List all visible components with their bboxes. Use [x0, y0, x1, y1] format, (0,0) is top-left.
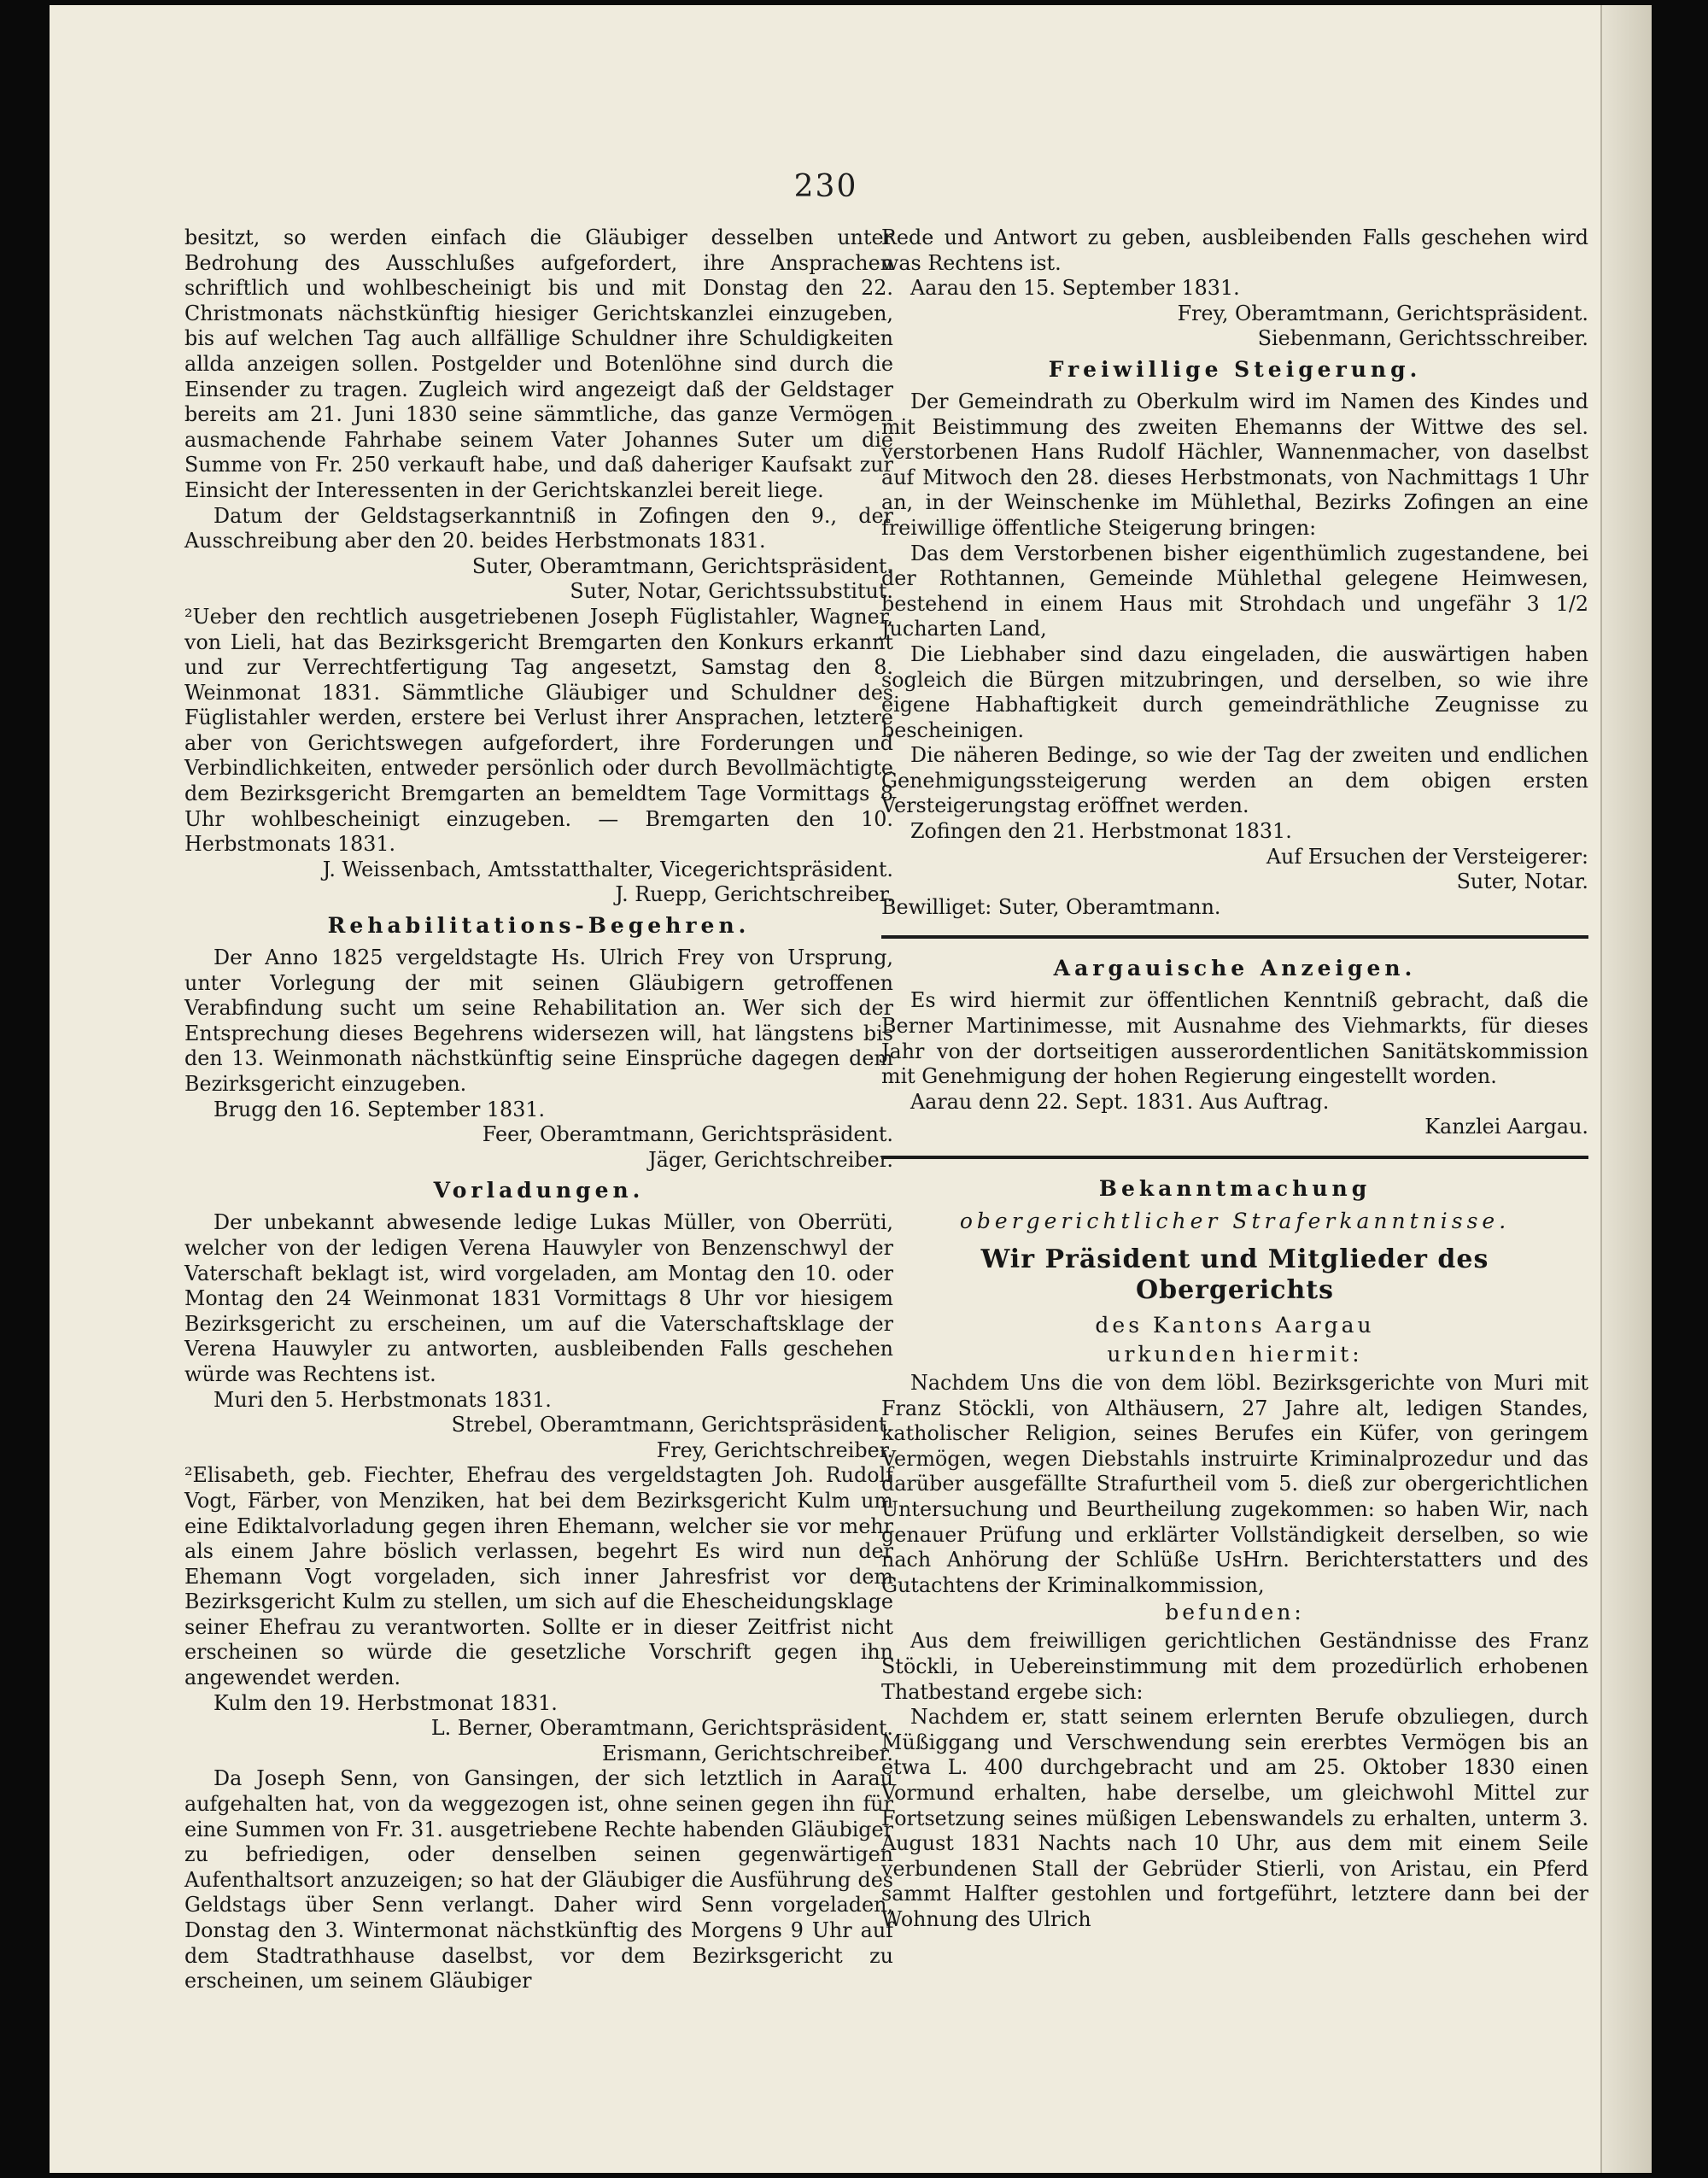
- signature-line: Suter, Notar.: [1456, 869, 1588, 894]
- signature-line: Jäger, Gerichtschreiber.: [648, 1147, 893, 1172]
- paragraph: Aus dem freiwilligen gerichtlichen Geständnisse des Franz Stöckli, in Uebereinstimmung mit dem prozedürlich erhobenen Thatbestand ergebe sich:: [881, 1629, 1588, 1704]
- paragraph: Kulm den 19. Herbstmonat 1831.: [214, 1690, 558, 1715]
- signature-line: Frey, Gerichtschreiber.: [656, 1437, 893, 1462]
- paragraph: Nachdem Uns die von dem löbl. Bezirksgerichte von Muri mit Franz Stöckli, von Althäusern, 27 Jahre alt, ledigen Standes, katholischer Religion, seines Berufes ein Küfer, von geringem Vermögen, wegen Diebstahls instruirte Kriminalprozedur und das darüber ausgefällte Strafurtheil vom 5. dieß zur obergerichtlichen Untersuchung und Beurtheilung zugekommen: so haben Wir, nach genauer Prüfung und erklärter Vollständigkeit derselben, so wie nach Anhörung der Schlüße UsHrn. Berichterstatters und des Gutachtens der Kriminalkommission,: [881, 1371, 1588, 1597]
- paragraph: Das dem Verstorbenen bisher eigenthümlich zugestandene, bei der Rothtannen, Gemeinde Mühlethal gelegene Heimwesen, bestehend in einem Haus mit Strohdach und ungefähr 3 1/2 Jucharten Land,: [881, 541, 1588, 641]
- section-heading: des Kantons Aargau: [1095, 1313, 1375, 1338]
- paragraph: besitzt, so werden einfach die Gläubiger desselben unter Bedrohung des Ausschlußes aufgefordert, ihre Ansprachen schriftlich und wohlbescheinigt bis und mit Donstag den 22. Christmonats nächstkünftig hiesiger Gerichtskanzlei einzugeben, bis auf welchen Tag auch allfällige Schuldner ihre Schuldigkeiten allda anzeigen sollen. Postgelder und Botenlöhne sind durch die Einsender zu tragen. Zugleich wird angezeigt daß der Geldstager bereits am 21. Juni 1830 seine sämmtliche, das ganze Vermögen ausmachende Fahrhabe seinem Vater Johannes Suter um die Summe von Fr. 250 verkauft habe, und daß daheriger Kaufsakt zur Einsicht der Interessenten in der Gerichtskanzlei bereit liege.: [184, 225, 893, 502]
- page-number: 230: [793, 169, 858, 204]
- signature-line: Siebenmann, Gerichtsschreiber.: [1257, 326, 1588, 351]
- paragraph: Datum der Geldstagserkanntniß in Zofingen den 9., der Ausschreibung aber den 20. beides Herbstmonats 1831.: [184, 503, 893, 553]
- paragraph: Es wird hiermit zur öffentlichen Kenntniß gebracht, daß die Berner Martinimesse, mit Ausnahme des Viehmarkts, für dieses Jahr von der dortseitigen ausserordentlichen Sanitätskommission mit Genehmigung der hohen Regierung eingestellt worden.: [881, 988, 1588, 1089]
- section-divider: [881, 1156, 1588, 1159]
- paragraph: Die näheren Bedinge, so wie der Tag der zweiten und endlichen Genehmigungssteigerung werden an dem obigen ersten Versteigerungstag eröffnet werden.: [881, 743, 1588, 818]
- page-edge: [1600, 5, 1652, 2173]
- signature-line: Strebel, Oberamtmann, Gerichtspräsident.: [451, 1413, 893, 1437]
- section-heading: Aargauische Anzeigen.: [1053, 956, 1417, 981]
- paragraph: Aarau den 15. September 1831.: [910, 276, 1240, 301]
- signature-line: Suter, Oberamtmann, Gerichtspräsident.: [471, 553, 893, 578]
- paragraph: Nachdem er, statt seinem erlernten Berufe obzuliegen, durch Müßiggang und Verschwendung sein ererbtes Vermögen bis an etwa L. 400 durchgebracht und am 25. Oktober 1830 einen Vormund erhalten, habe derselbe, um gleichwohl Mittel zur Fortsetzung seines müßigen Lebenswandels zu erhalten, unterm 3. August 1831 Nachts nach 10 Uhr, aus dem mit einem Seile verbundenen Stall der Gebrüder Stierli, von Aristau, ein Pferd sammt Halfter gestohlen und fortgeführt, letztere dann bei der Wohnung des Ulrich: [881, 1705, 1588, 1931]
- paragraph: Rede und Antwort zu geben, ausbleibenden Falls geschehen wird was Rechtens ist.: [881, 225, 1588, 275]
- paragraph: Brugg den 16. September 1831.: [214, 1097, 546, 1121]
- paragraph: ²Ueber den rechtlich ausgetriebenen Joseph Füglistahler, Wagner, von Lieli, hat das Bezirksgericht Bremgarten den Konkurs erkannt und zur Verrechtfertigung Tag angesetzt, Samstag den 8. Weinmonat 1831. Sämmtliche Gläubiger und Schuldner des Füglistahler werden, erstere bei Verlust ihrer Ansprachen, letztere aber von Gerichtswegen aufgefordert, ihre Forderungen und Verbindlichkeiten, entweder persönlich oder durch Bevollmächtigte dem Bezirksgericht Bremgarten an bemeldtem Tage Vormittags 8 Uhr wohlbescheinigt einzugeben. — Bremgarten den 10. Herbstmonats 1831.: [184, 604, 893, 857]
- paragraph: Muri den 5. Herbstmonats 1831.: [214, 1387, 552, 1412]
- signature-line: Kanzlei Aargau.: [1424, 1115, 1588, 1139]
- newspaper-page: [50, 5, 1652, 2173]
- signature-line: Frey, Oberamtmann, Gerichtspräsident.: [1177, 301, 1588, 325]
- section-heading: Freiwillige Steigerung.: [1048, 356, 1422, 382]
- signature-line: Suter, Notar, Gerichtssubstitut.: [570, 579, 893, 604]
- section-heading: urkunden hiermit:: [1107, 1342, 1363, 1367]
- section-heading: befunden:: [1165, 1600, 1305, 1625]
- right-column: [881, 225, 1588, 1932]
- paragraph: Der unbekannt abwesende ledige Lukas Müller, von Oberrüti, welcher von der ledigen Verena Hauwyler von Benzenschwyl der Vaterschaft beklagt ist, wird vorgeladen, am Montag den 10. oder Montag den 24 Weinmonat 1831 Vormittags 8 Uhr vor hiesigem Bezirksgericht zu erscheinen, um auf die Vaterschaftsklage der Verena Hauwyler zu antworten, ausbleibenden Falls geschehen würde was Rechtens ist.: [184, 1210, 893, 1386]
- signature-line: J. Weissenbach, Amtsstatthalter, Vicegerichtspräsident.: [322, 857, 893, 881]
- section-heading: obergerichtlicher Straferkanntnisse.: [959, 1209, 1511, 1233]
- signature-line: Auf Ersuchen der Versteigerer:: [1266, 844, 1588, 869]
- signature-line: Erismann, Gerichtschreiber.: [602, 1741, 893, 1765]
- paragraph: Der Anno 1825 vergeldstagte Hs. Ulrich Frey von Ursprung, unter Vorlegung der mit seinen Gläubigern getroffenen Verabfindung sucht um seine Rehabilitation an. Wer sich der Entsprechung dieses Begehrens widersezen will, hat längstens bis den 13. Weinmonath nächstkünftig seine Einsprüche dagegen dem Bezirksgericht einzugeben.: [184, 946, 893, 1096]
- section-heading: Wir Präsident und Mitglieder des Obergerichts: [980, 1244, 1489, 1305]
- signature-line: L. Berner, Oberamtmann, Gerichtspräsident.: [430, 1716, 893, 1741]
- paragraph: Der Gemeindrath zu Oberkulm wird im Namen des Kindes und mit Beistimmung des zweiten Ehemanns der Wittwe des sel. verstorbenen Hans Rudolf Hächler, Wannenmacher, von daselbst auf Mitwoch den 28. dieses Herbstmonats, von Nachmittags 1 Uhr an, in der Weinschenke im Mühlethal, Bezirks Zofingen an eine freiwillige öffentliche Steigerung bringen:: [881, 389, 1588, 540]
- paragraph: Bewilliget: Suter, Oberamtmann.: [881, 894, 1221, 919]
- signature-line: Feer, Oberamtmann, Gerichtspräsident.: [482, 1122, 893, 1147]
- paragraph: Zofingen den 21. Herbstmonat 1831.: [910, 819, 1292, 844]
- paragraph: Da Joseph Senn, von Gansingen, der sich letztlich in Aarau aufgehalten hat, von da weggezogen ist, ohne seinen gegen ihn für eine Summen von Fr. 31. ausgetriebene Rechte habenden Gläubiger zu befriedigen, oder denselben seinen gegenwärtigen Aufenthaltsort anzuzeigen; so hat der Gläubiger die Ausführung des Geldstags über Senn verlangt. Daher wird Senn vorgeladen, Donstag den 3. Wintermonat nächstkünftig des Morgens 9 Uhr auf dem Stadtrathhause daselbst, vor dem Bezirksgericht zu erscheinen, um seinem Gläubiger: [184, 1766, 893, 1994]
- paragraph: ²Elisabeth, geb. Fiechter, Ehefrau des vergeldstagten Joh. Rudolf Vogt, Färber, von Menziken, hat bei dem Bezirksgericht Kulm um eine Ediktalvorladung gegen ihren Ehemann, welcher sie vor mehr als einem Jahre böslich verlassen, begehrt Es wird nun der Ehemann Vogt vorgeladen, sich inner Jahresfrist vor dem Bezirksgericht Kulm zu stellen, um sich auf die Ehescheidungsklage seiner Ehefrau zu verantworten. Sollte er in dieser Zeitfrist nicht erscheinen so würde die gesetzliche Vorschrift gegen ihn angewendet werden.: [184, 1463, 893, 1690]
- section-heading: Vorladungen.: [433, 1178, 645, 1203]
- left-column: [184, 225, 893, 1994]
- paragraph: Aarau denn 22. Sept. 1831. Aus Auftrag.: [910, 1089, 1330, 1114]
- signature-line: J. Ruepp, Gerichtschreiber.: [615, 882, 893, 907]
- section-divider: [881, 935, 1588, 939]
- section-heading: Rehabilitations-Begehren.: [327, 913, 751, 939]
- section-heading: Bekanntmachung: [1098, 1176, 1372, 1201]
- paragraph: Die Liebhaber sind dazu eingeladen, die auswärtigen haben sogleich die Bürgen mitzubringen, und derselben, so wie ihre eigene Habhaftigkeit durch gemeindräthliche Zeugnisse zu bescheinigen.: [881, 641, 1588, 742]
